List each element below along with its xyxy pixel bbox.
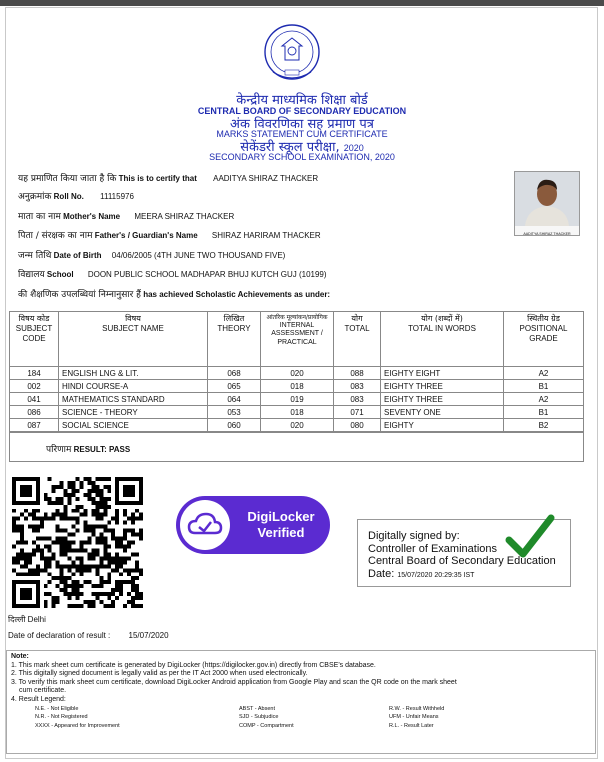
document-title-hindi: अंक विवरणिका सह प्रमाण पत्र [230, 117, 374, 132]
cell-words: SEVENTY ONE [381, 406, 504, 419]
roll-row [18, 189, 134, 202]
cell-subject: HINDI COURSE-A [59, 380, 208, 393]
legend-row [35, 722, 444, 731]
signature-line1: Digitally signed by: [368, 530, 460, 542]
table-row [10, 367, 584, 380]
cell-ia: 018 [261, 380, 334, 393]
result-line [46, 442, 130, 455]
certify-label: This is to certify that [118, 174, 197, 183]
col-grade-english: POSITIONAL GRADE [519, 324, 568, 343]
col-ia-english: INTERNAL ASSESSMENT / PRACTICAL [271, 321, 323, 346]
roll-label: Roll No. [53, 192, 84, 201]
marks-table [9, 311, 584, 432]
photo-image [515, 172, 579, 226]
col-subject-code [10, 312, 59, 367]
col-ia-hindi: आंतरिक मूल्यांकन/प्रायोगिक [266, 314, 328, 321]
cell-grade: B1 [504, 380, 584, 393]
achievement-row [18, 287, 330, 300]
declaration-date: 15/07/2020 [128, 631, 169, 640]
table-header-row [10, 312, 584, 367]
certify-row [18, 171, 318, 184]
qr-finder-square [117, 479, 141, 503]
cell-ia: 020 [261, 419, 334, 432]
cell-code: 184 [10, 367, 59, 380]
dob-label: Date of Birth [53, 251, 102, 260]
school-row [18, 267, 327, 280]
cell-ia: 019 [261, 393, 334, 406]
cbse-logo [259, 24, 325, 86]
signature-date-value: 15/07/2020 20:29:35 IST [397, 571, 475, 579]
digilocker-verified-label: Verified [257, 525, 305, 540]
legend-item: ABST - Absent [239, 705, 275, 712]
roll-label-hindi: अनुक्रमांक [18, 192, 52, 202]
place-english: Delhi [27, 615, 46, 624]
cell-grade: A2 [504, 393, 584, 406]
table-row [10, 419, 584, 432]
col-subject-name [59, 312, 208, 367]
cell-theory: 065 [208, 380, 261, 393]
legend-item: R.L. - Result Later [389, 722, 434, 729]
roll-number: 11115976 [100, 192, 134, 201]
achievement-label-hindi: की शैक्षणिक उपलब्धियां निम्नानुसार हैं [18, 290, 141, 300]
cell-subject: MATHEMATICS STANDARD [59, 393, 208, 406]
mother-row [18, 209, 234, 222]
father-label: Father's / Guardian's Name [94, 231, 198, 240]
cell-total: 088 [334, 367, 381, 380]
cell-words: EIGHTY [381, 419, 504, 432]
cell-code: 087 [10, 419, 59, 432]
cell-theory: 068 [208, 367, 261, 380]
exam-title-english: SECONDARY SCHOOL EXAMINATION, 2020 [209, 152, 395, 162]
table-row [10, 406, 584, 419]
signature-date-label: Date: [368, 567, 395, 580]
cell-code: 086 [10, 406, 59, 419]
cell-code: 002 [10, 380, 59, 393]
board-name-hindi: केन्द्रीय माध्यमिक शिक्षा बोर्ड [236, 93, 368, 108]
mother-name: MEERA SHIRAZ THACKER [134, 212, 235, 221]
board-name-english: CENTRAL BOARD OF SECONDARY EDUCATION [197, 106, 407, 116]
cell-total: 071 [334, 406, 381, 419]
col-code-english: SUBJECT CODE [15, 324, 53, 343]
father-name: SHIRAZ HARIRAM THACKER [211, 231, 321, 240]
declaration-label: Date of declaration of result : [8, 631, 111, 640]
cell-theory: 053 [208, 406, 261, 419]
cell-subject: SCIENCE - THEORY [59, 406, 208, 419]
date-of-birth: 04/06/2005 (4TH JUNE TWO THOUSAND FIVE) [111, 251, 286, 260]
place [8, 614, 46, 625]
school-label-hindi: विद्यालय [18, 270, 45, 280]
qr-finder-square [14, 582, 38, 606]
top-bar [0, 0, 604, 6]
result-legend [35, 705, 444, 731]
cell-code: 041 [10, 393, 59, 406]
father-label-hindi: पिता / संरक्षक का नाम [18, 231, 93, 241]
legend-item: COMP - Compartment [239, 722, 294, 729]
col-theory [208, 312, 261, 367]
result-label-hindi: परिणाम [46, 445, 72, 455]
cell-ia: 020 [261, 367, 334, 380]
father-row [18, 228, 321, 241]
cell-grade: A2 [504, 367, 584, 380]
col-total [334, 312, 381, 367]
note-item: cum certificate. [19, 687, 67, 695]
col-internal-assessment [261, 312, 334, 367]
col-name-hindi: विषय [125, 314, 141, 323]
col-grade-hindi: स्थितीय ग्रेड [527, 314, 560, 323]
legend-item: R.W. - Result Withheld [389, 705, 445, 712]
cell-words: EIGHTY THREE [381, 393, 504, 406]
cell-subject: SOCIAL SCIENCE [59, 419, 208, 432]
legend-item: UFM - Unfair Means [389, 714, 439, 721]
place-hindi: दिल्ली [8, 615, 26, 624]
photo-caption: AADITYA SHIRAZ THACKER [523, 232, 571, 236]
cell-total: 083 [334, 393, 381, 406]
dob-label-hindi: जन्म तिथि [18, 251, 52, 261]
digilocker-title: DigiLocker [247, 509, 315, 524]
achievement-label: has achieved Scholastic Achievements as under: [143, 290, 331, 299]
signature-date [368, 568, 570, 583]
candidate-name: AADITYA SHIRAZ THACKER [213, 174, 319, 183]
legend-item: N.E. - Not Eligible [35, 705, 79, 712]
col-total-hindi: योग [351, 314, 363, 323]
declaration-row [8, 631, 169, 640]
candidate-photo [514, 171, 580, 236]
result-box [9, 432, 584, 462]
cell-grade: B2 [504, 419, 584, 432]
col-theory-hindi: लिखित [223, 314, 245, 323]
cell-theory: 060 [208, 419, 261, 432]
dob-row [18, 248, 285, 261]
school-label: School [46, 270, 74, 279]
signature-line2: Controller of Examinations [368, 542, 498, 555]
col-total-in-words [381, 312, 504, 367]
digilocker-text [232, 509, 330, 541]
green-check-icon [505, 514, 555, 560]
legend-item: SJD - Subjudice [239, 714, 279, 721]
mother-label-hindi: माता का नाम [18, 212, 61, 222]
note-item: 1. This mark sheet cum certificate is generated by DigiLocker (https://digilocker.gov.in) directly from CBSE's database. [11, 661, 376, 669]
table-row [10, 393, 584, 406]
note-item: 2. This digitally signed document is legally valid as per the IT Act 2000 when used electronically. [11, 670, 308, 678]
col-total-english: TOTAL [344, 324, 370, 333]
cell-total: 080 [334, 419, 381, 432]
legend-row [35, 713, 444, 722]
cloud-check-icon [180, 500, 230, 550]
col-theory-english: THEORY [217, 324, 251, 333]
exam-title-hindi-text: सेकेंडरी स्कूल परीक्षा, [240, 140, 344, 155]
digilocker-verified-badge [176, 496, 330, 554]
col-positional-grade [504, 312, 584, 367]
certify-label-hindi: यह प्रमाणित किया जाता है कि [18, 174, 117, 184]
mother-label: Mother's Name [63, 212, 121, 221]
col-words-english: TOTAL IN WORDS [408, 324, 476, 333]
cell-grade: B1 [504, 406, 584, 419]
legend-item: N.R. - Not Registered [35, 714, 88, 721]
col-code-hindi: विषय कोड [18, 314, 50, 323]
cell-ia: 018 [261, 406, 334, 419]
qr-finder-square [14, 479, 38, 503]
col-name-english: SUBJECT NAME [102, 324, 164, 333]
cell-words: EIGHTY EIGHT [381, 367, 504, 380]
note-item: 3. To verify this mark sheet cum certificate, download DigiLocker Android application from Google Play and scan the QR code on the mark sheet [11, 678, 457, 686]
table-row [10, 380, 584, 393]
result-label: RESULT: [73, 445, 107, 454]
qr-code[interactable] [12, 477, 143, 608]
school-name: DOON PUBLIC SCHOOL MADHAPAR BHUJ KUTCH GUJ (10199) [87, 270, 327, 279]
note-item: 4. Result Legend: [11, 695, 66, 703]
result-value: PASS [109, 445, 131, 454]
notes-box [6, 650, 596, 754]
cell-total: 083 [334, 380, 381, 393]
cell-words: EIGHTY THREE [381, 380, 504, 393]
col-words-hindi: योग (शब्दों में) [421, 314, 463, 323]
legend-row [35, 705, 444, 714]
digilocker-logo [180, 500, 230, 550]
signature-line3: Central Board of Secondary Education [368, 555, 556, 567]
cell-subject: ENGLISH LNG & LIT. [59, 367, 208, 380]
note-title: Note: [11, 653, 29, 660]
legend-item: XXXX - Appeared for Improvement [35, 722, 120, 729]
document-title-english: MARKS STATEMENT CUM CERTIFICATE [216, 129, 388, 139]
cell-theory: 064 [208, 393, 261, 406]
exam-year: 2020 [343, 143, 364, 153]
